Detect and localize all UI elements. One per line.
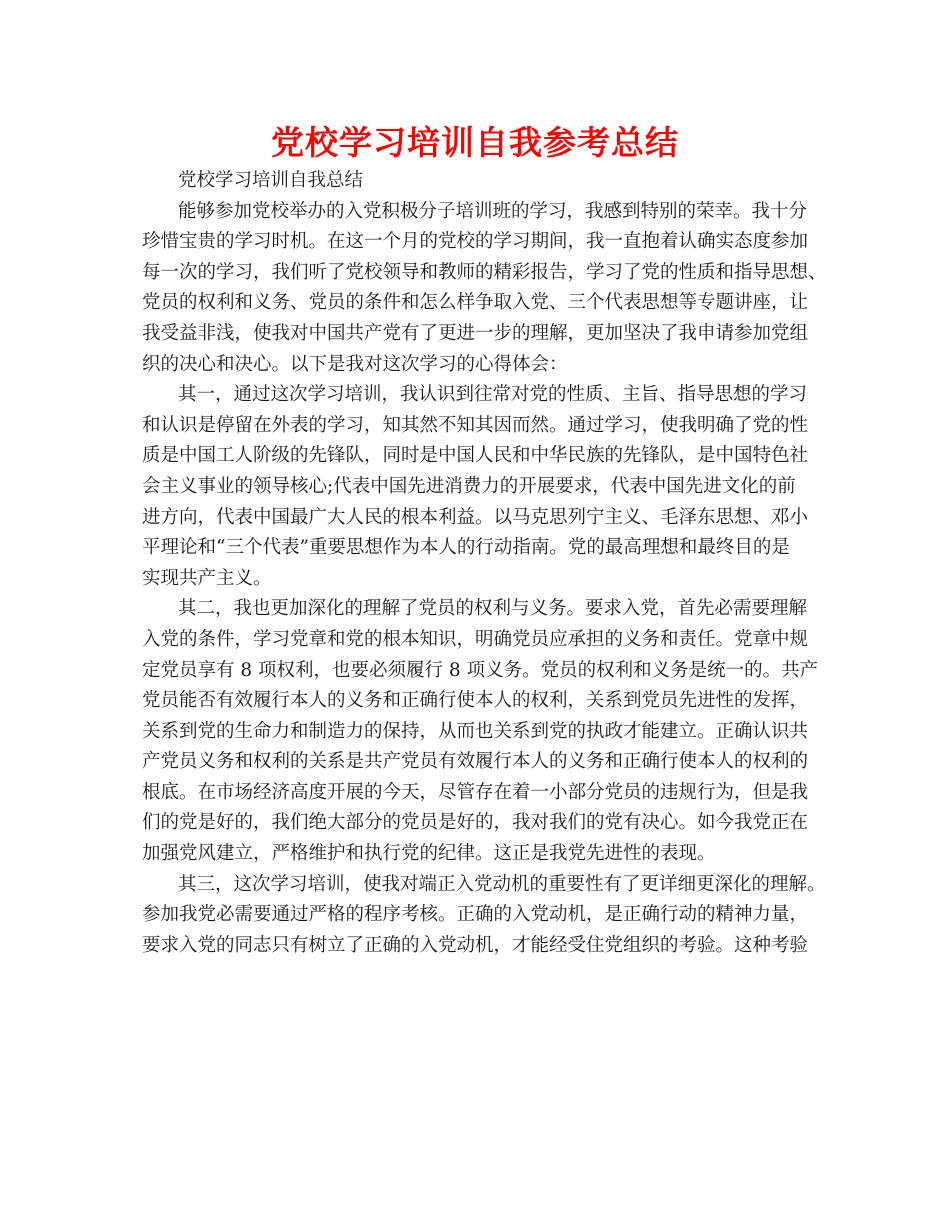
paragraph-line: 们的党是好的，我们绝大部分的党员是好的，我对我们的党有决心。如今我党正在	[142, 812, 809, 834]
document-subtitle: 党校学习培训自我总结	[178, 170, 364, 191]
paragraph-line: 我受益非浅，使我对中国共产党有了更进一步的理解，更加坚决了我申请参加党组	[142, 322, 809, 344]
paragraph-line: 其二，我也更加深化的理解了党员的权利与义务。要求入党，首先必需要理解	[178, 598, 808, 620]
paragraph-line: 其三，这次学习培训，使我对端正入党动机的重要性有了更详细更深化的理解。	[178, 873, 826, 895]
paragraph-line: 能够参加党校举办的入党积极分子培训班的学习，我感到特别的荣幸。我十分	[178, 200, 808, 222]
paragraph-line: 织的决心和决心。以下是我对这次学习的心得体会：	[142, 353, 568, 375]
paragraph-2	[142, 380, 832, 594]
paragraph-line: 加强党风建立，严格维护和执行党的纪律。这正是我党先进性的表现。	[142, 843, 716, 865]
paragraph-1	[142, 197, 832, 381]
paragraph-line: 实现共产主义。	[142, 567, 272, 589]
paragraph-line: 每一次的学习，我们听了党校领导和教师的精彩报告，学习了党的性质和指导思想、	[142, 261, 827, 283]
paragraph-3	[142, 594, 832, 869]
paragraph-line: 关系到党的生命力和制造力的保持，从而也关系到党的执政才能建立。正确认识共	[142, 720, 809, 742]
paragraph-line: 产党员义务和权利的关系是共产党员有效履行本人的义务和正确行使本人的权利的	[142, 751, 809, 773]
paragraph-line: 进方向，代表中国最广大人民的根本利益。以马克思列宁主义、毛泽东思想、邓小	[142, 506, 809, 528]
paragraph-line: 和认识是停留在外表的学习，知其然不知其因而然。通过学习，使我明确了党的性	[142, 414, 809, 436]
paragraph-line: 平理论和“三个代表”重要思想作为本人的行动指南。党的最高理想和最终目的是	[142, 537, 790, 559]
document-body	[142, 166, 832, 961]
paragraph-line: 根底。在市场经济高度开展的今天，尽管存在着一小部分党员的违规行为，但是我	[142, 781, 809, 803]
paragraph-line: 质是中国工人阶级的先锋队，同时是中国人民和中华民族的先锋队，是中国特色社	[142, 445, 809, 467]
paragraph-4	[142, 870, 832, 962]
paragraph-line: 其一，通过这次学习培训，我认识到往常对党的性质、主旨、指导思想的学习	[178, 384, 808, 406]
paragraph-line: 入党的条件，学习党章和党的根本知识，明确党员应承担的义务和责任。党章中规	[142, 628, 809, 650]
document-title: 党校学习培训自我参考总结	[271, 123, 679, 162]
paragraph-line: 会主义事业的领导核心;代表中国先进消费力的开展要求，代表中国先进文化的前	[142, 475, 796, 497]
paragraph-line: 定党员享有 8 项权利，也要必须履行 8 项义务。党员的权利和义务是统一的。共产	[142, 659, 819, 681]
paragraph-line: 党员的权利和义务、党员的条件和怎么样争取入党、三个代表思想等专题讲座，让	[142, 292, 809, 314]
paragraph-line: 党员能否有效履行本人的义务和正确行使本人的权利，关系到党员先进性的发挥，	[142, 690, 809, 712]
paragraph-line: 参加我党必需要通过严格的程序考核。正确的入党动机，是正确行动的精神力量，	[142, 904, 809, 926]
paragraph-line: 珍惜宝贵的学习时机。在这一个月的党校的学习期间，我一直抱着认确实态度参加	[142, 231, 809, 253]
paragraph-line: 要求入党的同志只有树立了正确的入党动机，才能经受住党组织的考验。这种考验	[142, 934, 809, 956]
